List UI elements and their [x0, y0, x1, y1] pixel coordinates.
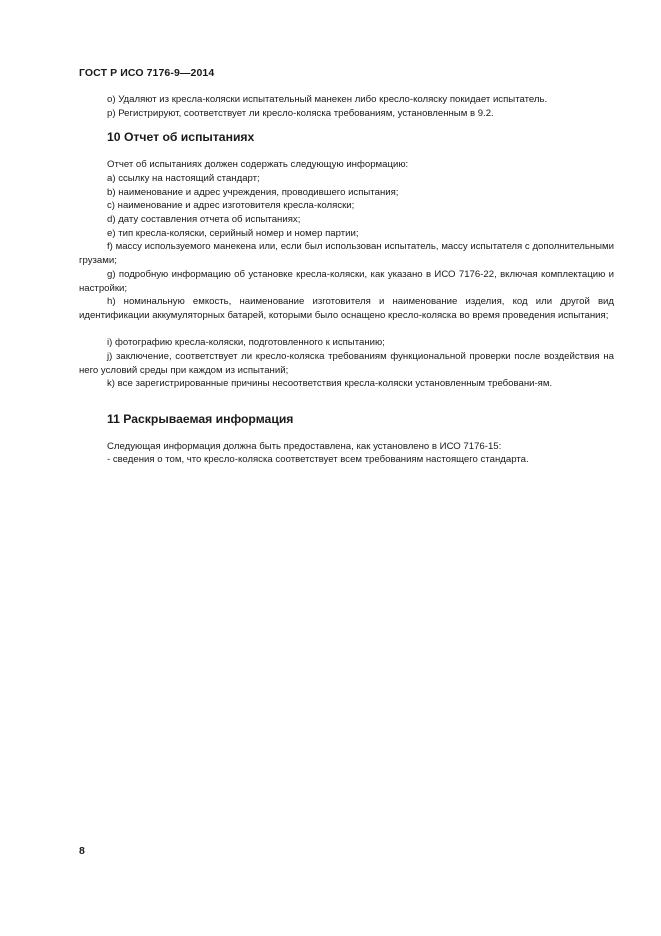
section-10-item-c: c) наименование и адрес изготовителя кресла-коляски;	[107, 200, 355, 211]
section-10-heading: 10 Отчет об испытаниях	[107, 130, 255, 144]
document-header: ГОСТ Р ИСО 7176-9—2014	[79, 67, 215, 79]
section-10-item-j: j) заключение, соответствует ли кресло-коляска требованиям функциональной проверки после воздействия на него условий среды при каждом из испытаний;	[79, 351, 614, 376]
list-item-p: p) Регистрируют, соответствует ли кресло-коляска требованиям, установленным в 9.2.	[107, 108, 494, 119]
section-10-item-e: e) тип кресла-коляски, серийный номер и номер партии;	[107, 228, 359, 239]
section-11-heading: 11 Раскрываемая информация	[107, 412, 294, 426]
section-10-item-h: h) номинальную емкость, наименование изготовителя и наименование изделия, код или другой вид идентификации аккумуляторных батарей, которыми было оснащено кресло-коляска во время проведения испытания;	[79, 296, 614, 321]
page-number: 8	[79, 845, 85, 857]
section-10-item-k: k) все зарегистрированные причины несоответствия кресла-коляски установленным требовани-ям.	[107, 378, 553, 389]
section-10-item-d: d) дату составления отчета об испытаниях;	[107, 214, 301, 225]
list-item-o: o) Удаляют из кресла-коляски испытательный манекен либо кресло-коляску покидает испытатель.	[107, 94, 548, 105]
section-10-intro: Отчет об испытаниях должен содержать следующую информацию:	[107, 159, 409, 170]
section-11-item-1: - сведения о том, что кресло-коляска соответствует всем требованиям настоящего стандарта.	[107, 454, 529, 465]
section-10-item-b: b) наименование и адрес учреждения, проводившего испытания;	[107, 187, 399, 198]
section-11-intro: Следующая информация должна быть предоставлена, как установлено в ИСО 7176-15:	[107, 441, 502, 452]
section-10-item-a: a) ссылку на настоящий стандарт;	[107, 173, 260, 184]
section-10-item-g: g) подробную информацию об установке кресла-коляски, как указано в ИСО 7176-22, включая комплектацию и настройки;	[79, 269, 614, 294]
section-10-item-f: f) массу используемого манекена или, если был использован испытатель, массу испытателя с дополнительными грузами;	[79, 241, 614, 266]
section-10-item-i: i) фотографию кресла-коляски, подготовленного к испытанию;	[107, 337, 385, 348]
